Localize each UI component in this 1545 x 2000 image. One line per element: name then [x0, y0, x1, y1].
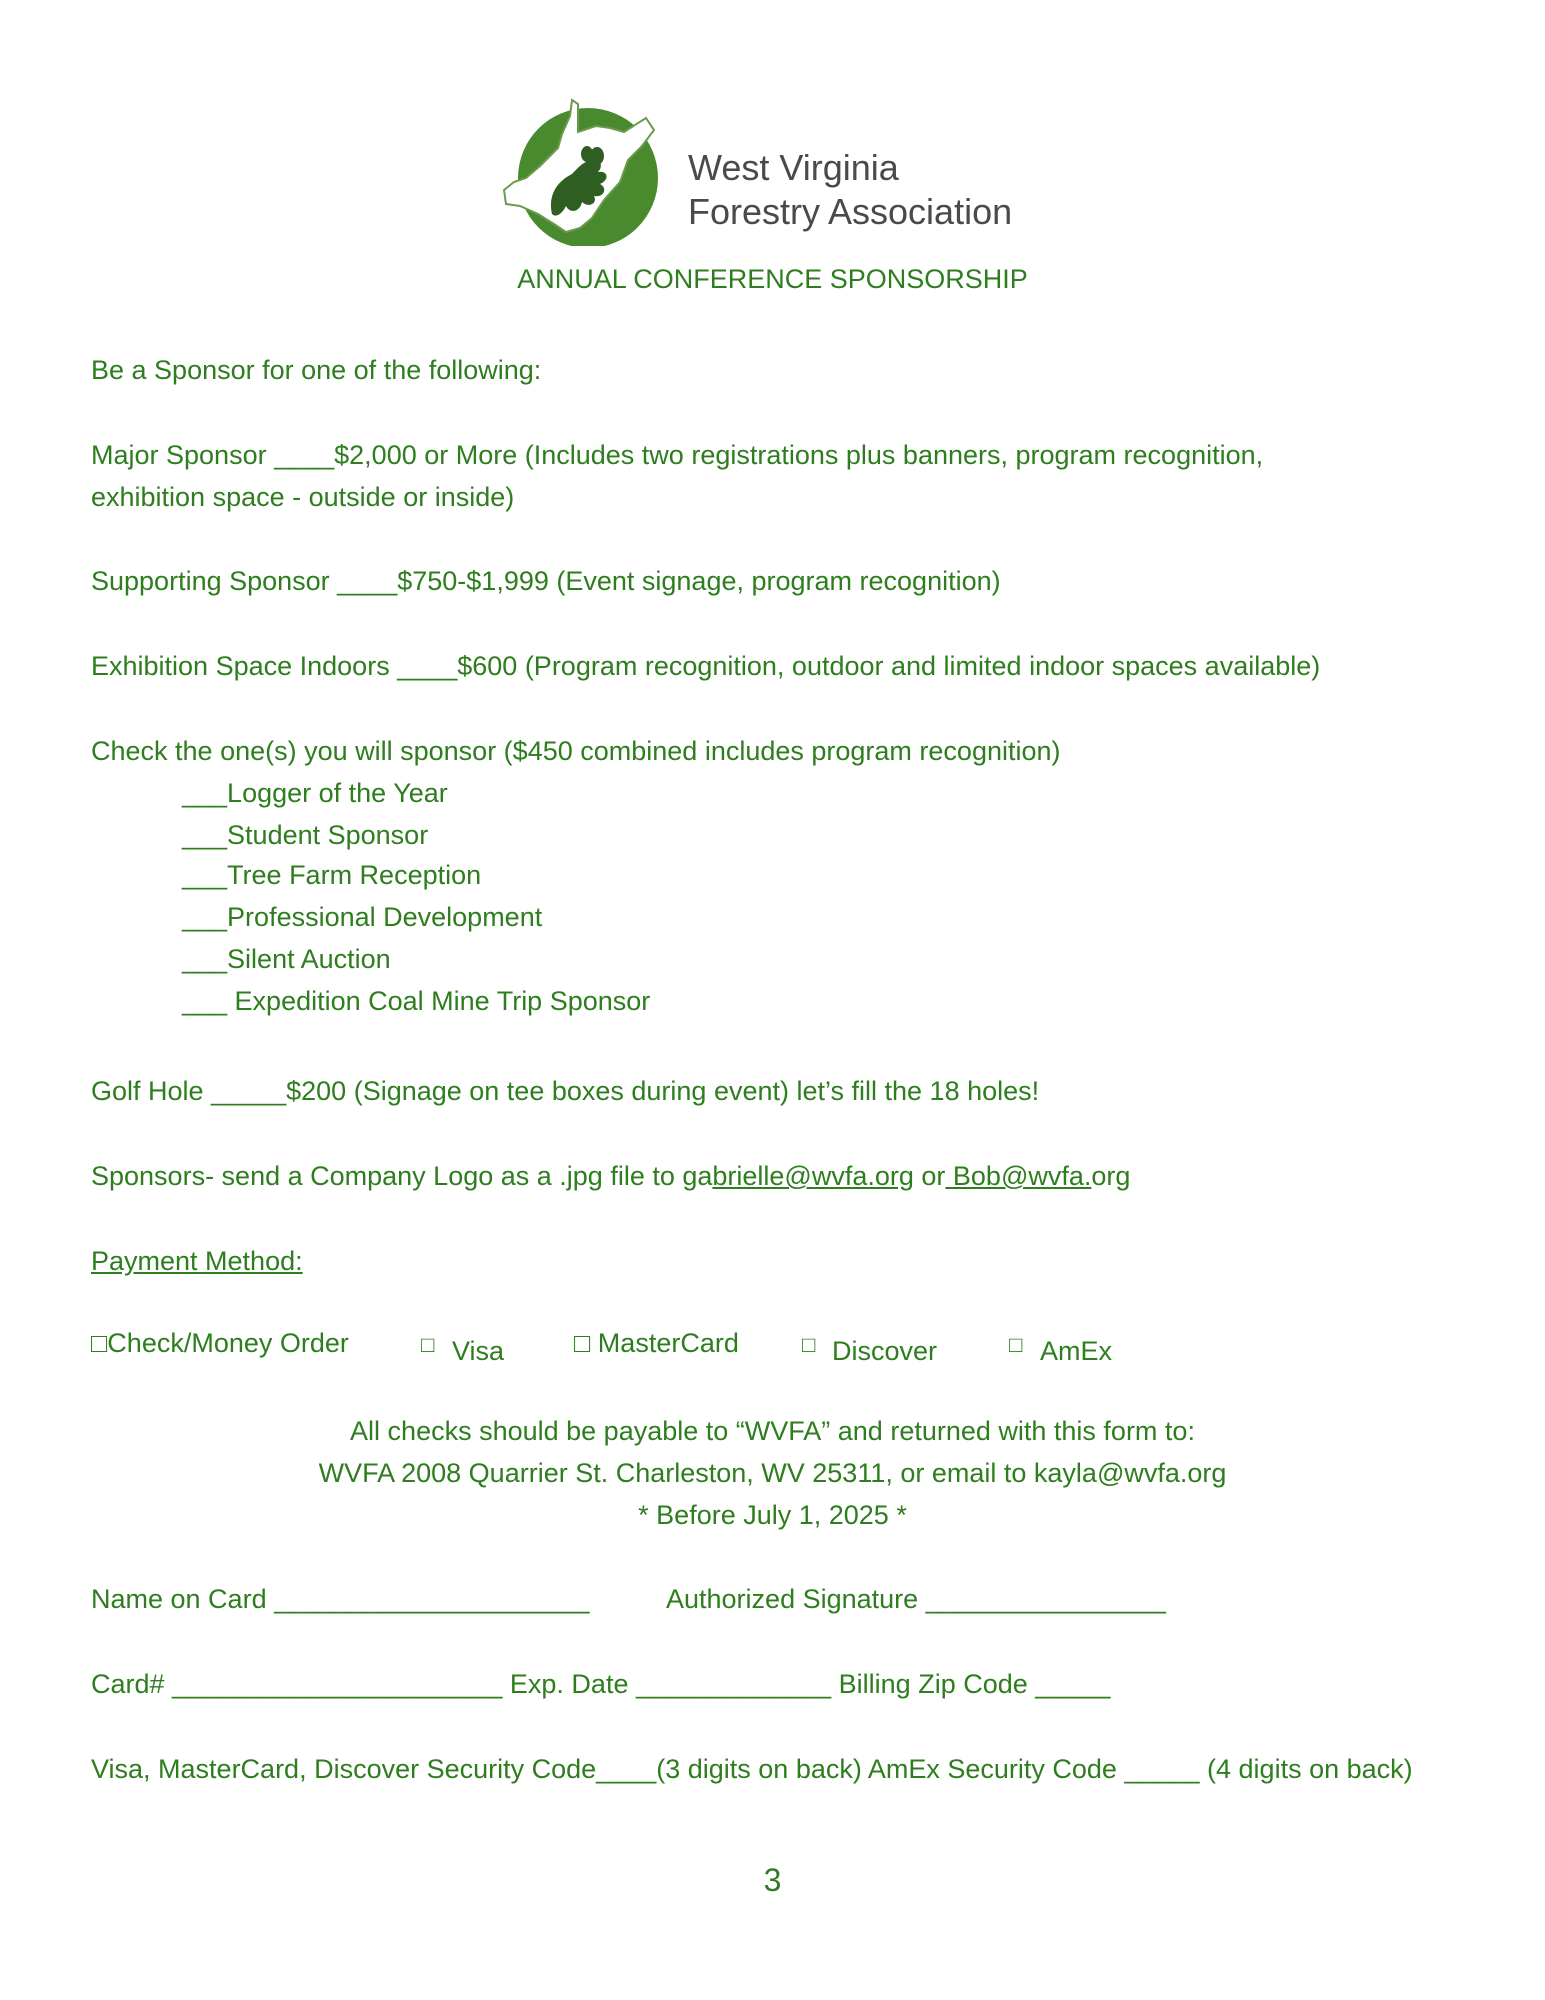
payment-method-label: Payment Method: [91, 1246, 303, 1276]
major-sponsor-line1: Major Sponsor ____$2,000 or More (Includes two registrations plus banners, program recognition, [91, 440, 1264, 470]
email-link-bob[interactable]: Bob@wvfa. [945, 1161, 1092, 1191]
check-item-student: ___Student Sponsor [182, 820, 429, 850]
logo-text-line1: West Virginia [688, 147, 899, 188]
checks-info-line2: WVFA 2008 Quarrier St. Charleston, WV 25311, or email to kayla@wvfa.org [318, 1458, 1227, 1488]
check-item-coal-mine: ___ Expedition Coal Mine Trip Sponsor [182, 986, 651, 1016]
payment-option-visa: Visa [452, 1336, 505, 1366]
major-sponsor-line2: exhibition space - outside or inside) [91, 482, 515, 512]
payment-option-discover: Discover [832, 1336, 938, 1366]
check-item-professional: ___Professional Development [182, 902, 543, 932]
sponsors-logo-line [91, 1161, 1130, 1192]
sponsors-logo-prefix: Sponsors- send a Company Logo as a .jpg file to ga [91, 1161, 713, 1191]
check-item-logger: ___Logger of the Year [182, 778, 448, 808]
checks-info-line3: * Before July 1, 2025 * [638, 1500, 907, 1530]
payment-option-mastercard[interactable]: □ MasterCard [574, 1328, 739, 1358]
page-number: 3 [763, 1862, 782, 1898]
supporting-sponsor: Supporting Sponsor ____$750-$1,999 (Event signage, program recognition) [91, 566, 1001, 596]
exhibition-space: Exhibition Space Indoors ____$600 (Program recognition, outdoor and limited indoor spaces available) [91, 651, 1321, 681]
check-item-silent-auction: ___Silent Auction [182, 944, 391, 974]
logo-text-line2: Forestry Association [688, 191, 1013, 232]
payment-option-amex: AmEx [1040, 1336, 1113, 1366]
email-link-gabrielle[interactable]: brielle@wvfa.org [712, 1161, 914, 1191]
wvfa-logo-emblem-icon [500, 96, 670, 246]
check-intro: Check the one(s) you will sponsor ($450 combined includes program recognition) [91, 736, 1061, 766]
sponsors-logo-suffix: org [1091, 1161, 1131, 1191]
name-on-card-field[interactable]: Name on Card _____________________ [91, 1584, 590, 1614]
amex-checkbox-icon[interactable]: □ [1009, 1332, 1023, 1357]
intro-text: Be a Sponsor for one of the following: [91, 355, 542, 385]
authorized-signature-field[interactable]: Authorized Signature ________________ [666, 1584, 1166, 1614]
visa-checkbox-icon[interactable]: □ [421, 1332, 435, 1357]
security-code-line[interactable]: Visa, MasterCard, Discover Security Code____(3 digits on back) AmEx Security Code _____ (4 digits on back) [91, 1754, 1413, 1784]
check-item-tree-farm: ___Tree Farm Reception [182, 860, 482, 890]
page-title: ANNUAL CONFERENCE SPONSORSHIP [517, 264, 1028, 294]
card-details-line[interactable]: Card# ______________________ Exp. Date _____________ Billing Zip Code _____ [91, 1669, 1111, 1699]
discover-checkbox-icon[interactable]: □ [802, 1332, 816, 1357]
golf-hole: Golf Hole _____$200 (Signage on tee boxes during event) let’s fill the 18 holes! [91, 1076, 1040, 1106]
sponsors-logo-mid: or [913, 1161, 946, 1191]
wvfa-logo [500, 96, 1040, 246]
checks-info-line1: All checks should be payable to “WVFA” and returned with this form to: [350, 1416, 1195, 1446]
payment-option-check[interactable]: □Check/Money Order [91, 1328, 349, 1358]
